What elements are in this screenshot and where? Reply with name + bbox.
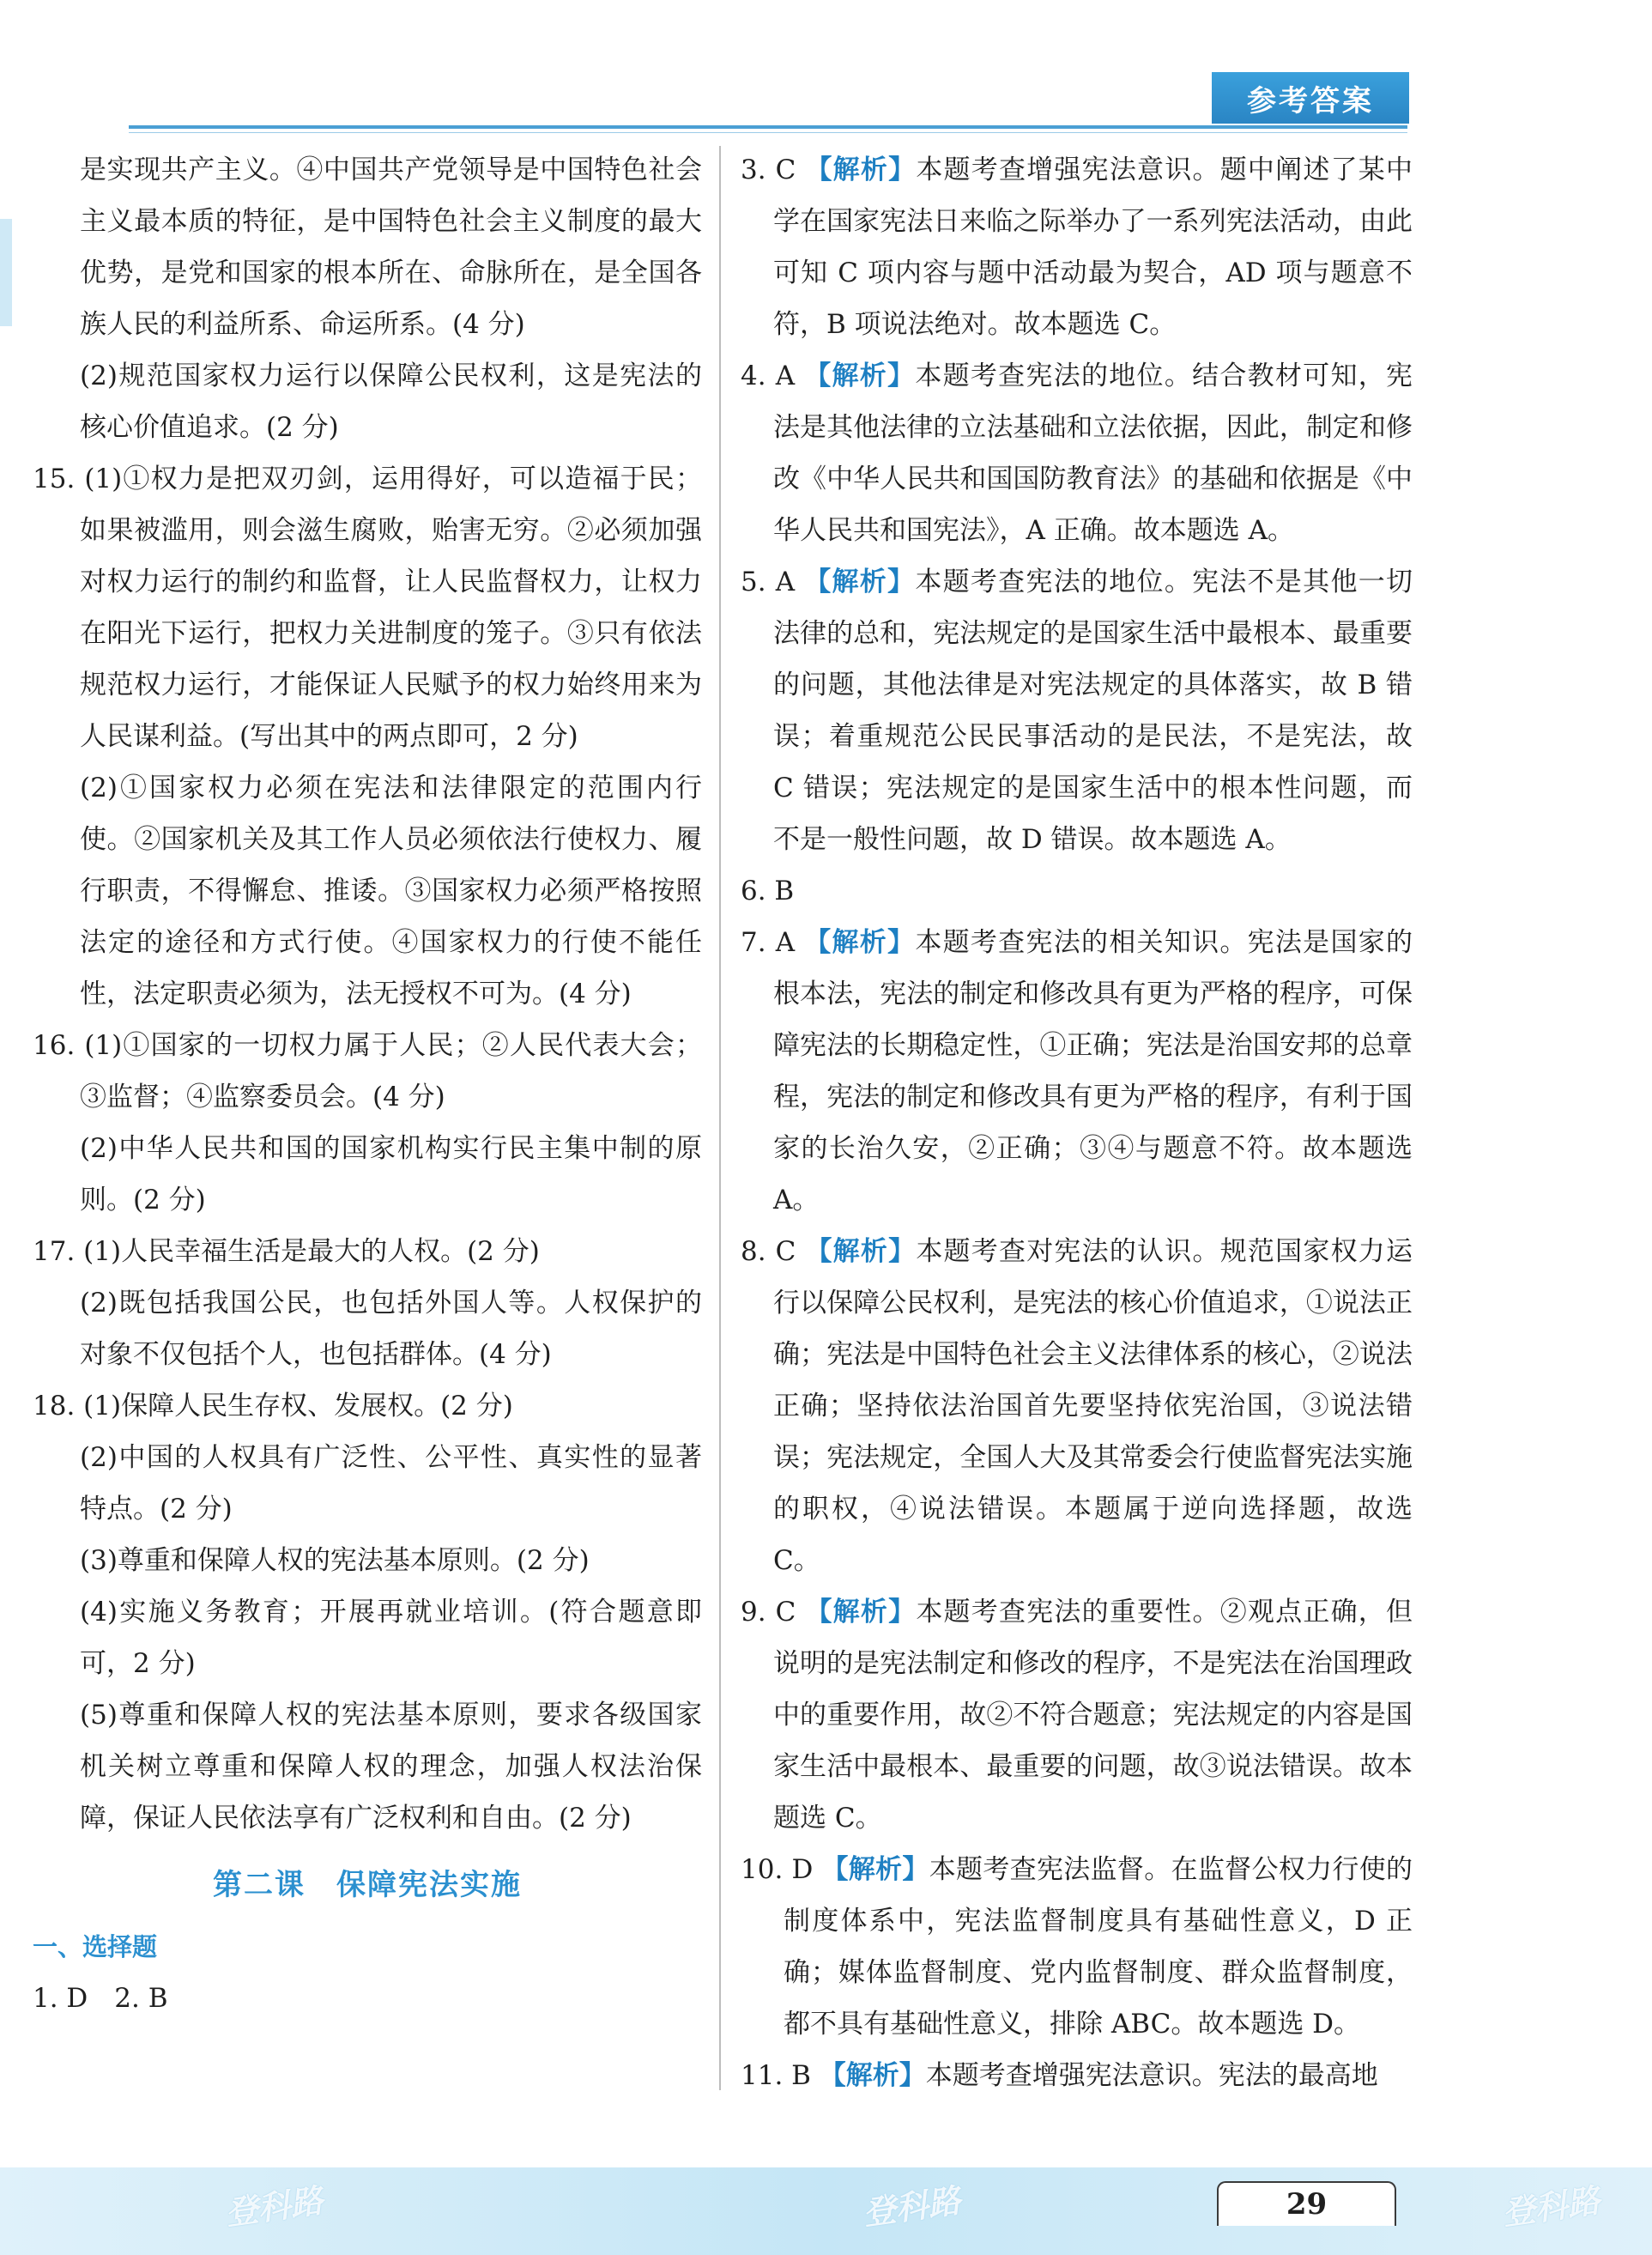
analysis-tag: 【解析】 bbox=[804, 927, 916, 958]
answer-paragraph: (2)①国家权力必须在宪法和法律限定的范围内行使。②国家机关及其工作人员必须依法行使权力、履行职责，不得懈怠、推诿。③国家权力必须严格按照法定的途径和方式行使。④国家权力的行使不能任性，法定职责必须为，法无授权不可为。(4 分) bbox=[80, 773, 702, 1009]
answer-item-18: 18. (1)保障人民生存权、发展权。(2 分) bbox=[33, 1391, 513, 1421]
answer-number: 5. A bbox=[741, 567, 796, 597]
page-number: 29 bbox=[1217, 2181, 1396, 2226]
answer-number: 10. D bbox=[741, 1854, 814, 1885]
answer-item-9 bbox=[741, 1586, 1413, 1844]
analysis-tag: 【解析】 bbox=[819, 2060, 926, 2091]
answer-item-4 bbox=[741, 350, 1413, 556]
footer-watermark: 登科路 bbox=[860, 2181, 964, 2233]
header-rule bbox=[129, 125, 1407, 129]
answer-paragraph: (5)尊重和保障人权的宪法基本原则，要求各级国家机关树立尊重和保障人权的理念，加强人权法治保障，保证人民依法享有广泛权利和自由。(2 分) bbox=[80, 1700, 702, 1834]
header-rule-thin bbox=[129, 132, 1407, 133]
footer-watermark: 登科路 bbox=[222, 2181, 326, 2233]
answer-text: 本题考查宪法的相关知识。宪法是国家的根本法，宪法的制定和修改具有更为严格的程序，可保障宪法的长期稳定性，①正确；宪法是治国安邦的总章程，宪法的制定和修改具有更为严格的程序，有利于国家的长治久安，②正确；③④与题意不符。故本题选 A。 bbox=[773, 927, 1413, 1215]
answer-paragraph: (3)尊重和保障人权的宪法基本原则。(2 分) bbox=[80, 1545, 590, 1576]
answer-item-16: 16. (1)①国家的一切权力属于人民；②人民代表大会；③监督；④监察委员会。(4 分) bbox=[33, 1030, 702, 1112]
header-section-tab: 参考答案 bbox=[1212, 72, 1409, 124]
answer-number: 11. B bbox=[741, 2060, 811, 2091]
left-column bbox=[33, 144, 702, 2024]
analysis-tag: 【解析】 bbox=[805, 1236, 917, 1267]
answer-paragraph: (2)中华人民共和国的国家机构实行民主集中制的原则。(2 分) bbox=[80, 1133, 702, 1215]
answer-text: 本题考查增强宪法意识。宪法的最高地 bbox=[925, 2060, 1378, 2091]
answer-item-5 bbox=[741, 556, 1413, 865]
answer-paragraph: (2)规范国家权力运行以保障公民权利，这是宪法的核心价值追求。(2 分) bbox=[80, 361, 702, 443]
answer-paragraph: (2)既包括我国公民，也包括外国人等。人权保护的对象不仅包括个人，也包括群体。(4 分) bbox=[80, 1288, 702, 1370]
answer-paragraph: (4)实施义务教育；开展再就业培训。(符合题意即可，2 分) bbox=[80, 1597, 702, 1679]
answer-item-6: 6. B bbox=[741, 876, 795, 906]
analysis-tag: 【解析】 bbox=[804, 361, 916, 391]
answer-number: 4. A bbox=[741, 361, 796, 391]
answer-item-3 bbox=[741, 144, 1413, 350]
answer-text: 本题考查宪法的地位。结合教材可知，宪法是其他法律的立法基础和立法依据，因此，制定和修改《中华人民共和国国防教育法》的基础和依据是《中华人民共和国宪法》，A 正确。故本题选 A。 bbox=[773, 361, 1413, 546]
answer-text: 本题考查对宪法的认识。规范国家权力运行以保障公民权利，是宪法的核心价值追求，①说法正确；宪法是中国特色社会主义法律体系的核心，②说法正确；坚持依法治国首先要坚持依宪治国，③说法错误；宪法规定，全国人大及其常委会行使监督宪法实施的职权，④说法错误。本题属于逆向选择题，故选 C。 bbox=[773, 1236, 1413, 1576]
answer-text: 本题考查宪法的地位。宪法不是其他一切法律的总和，宪法规定的是国家生活中最根本、最重要的问题，其他法律是对宪法规定的具体落实，故 B 错误；着重规范公民民事活动的是民法，不是宪法，故 C 错误；宪法规定的是国家生活中的根本性问题，而不是一般性问题，故 D 错误。故本题选 A。 bbox=[773, 567, 1413, 855]
answer-item-1-2: 1. D 2. B bbox=[33, 1983, 168, 2014]
answer-item-15: 15. (1)①权力是把双刃剑，运用得好，可以造福于民；如果被滥用，则会滋生腐败，贻害无穷。②必须加强对权力运行的制约和监督，让人民监督权力，让权力在阳光下运行，把权力关进制度的笼子。③只有依法规范权力运行，才能保证人民赋予的权力始终用来为人民谋利益。(写出其中的两点即可，2 分) bbox=[33, 464, 702, 752]
analysis-tag: 【解析】 bbox=[821, 1854, 929, 1885]
answer-text: 本题考查宪法监督。在监督公权力行使的制度体系中，宪法监督制度具有基础性意义，D 正确；媒体监督制度、党内监督制度、群众监督制度，都不具有基础性意义，排除 ABC。故本题选 D。 bbox=[784, 1854, 1413, 2040]
answer-text: 本题考查宪法的重要性。②观点正确，但说明的是宪法制定和修改的程序，不是宪法在治国理政中的重要作用，故②不符合题意；宪法规定的内容是国家生活中最根本、最重要的问题，故③说法错误。故本题选 C。 bbox=[773, 1597, 1413, 1834]
side-edge-tab bbox=[0, 219, 12, 326]
answer-text: 本题考查增强宪法意识。题中阐述了某中学在国家宪法日来临之际举办了一系列宪法活动，由此可知 C 项内容与题中活动最为契合，AD 项与题意不符，B 项说法绝对。故本题选 C。 bbox=[773, 155, 1413, 340]
lesson-title: 第二课 保障宪法实施 bbox=[213, 1868, 522, 1902]
analysis-tag: 【解析】 bbox=[804, 567, 916, 597]
analysis-tag: 【解析】 bbox=[805, 155, 917, 185]
answer-item-10 bbox=[741, 1844, 1413, 2050]
analysis-tag: 【解析】 bbox=[805, 1597, 917, 1628]
answer-item-11 bbox=[741, 2050, 1413, 2101]
answer-item-7 bbox=[741, 917, 1413, 1226]
right-column bbox=[741, 144, 1413, 2101]
answer-item-17: 17. (1)人民幸福生活是最大的人权。(2 分) bbox=[33, 1236, 540, 1267]
answer-paragraph: 是实现共产主义。④中国共产党领导是中国特色社会主义最本质的特征，是中国特色社会主义制度的最大优势，是党和国家的根本所在、命脉所在，是全国各族人民的利益所系、命运所系。(4 分) bbox=[80, 155, 702, 340]
answer-paragraph: (2)中国的人权具有广泛性、公平性、真实性的显著特点。(2 分) bbox=[80, 1442, 702, 1525]
answer-number: 9. C bbox=[741, 1597, 796, 1628]
answer-item-8 bbox=[741, 1226, 1413, 1586]
answer-number: 8. C bbox=[741, 1236, 796, 1267]
footer-watermark: 登科路 bbox=[1499, 2181, 1603, 2233]
column-divider bbox=[719, 146, 721, 2090]
section-title: 一、选择题 bbox=[33, 1932, 158, 1961]
answer-number: 7. A bbox=[741, 927, 796, 958]
answer-number: 3. C bbox=[741, 155, 796, 185]
